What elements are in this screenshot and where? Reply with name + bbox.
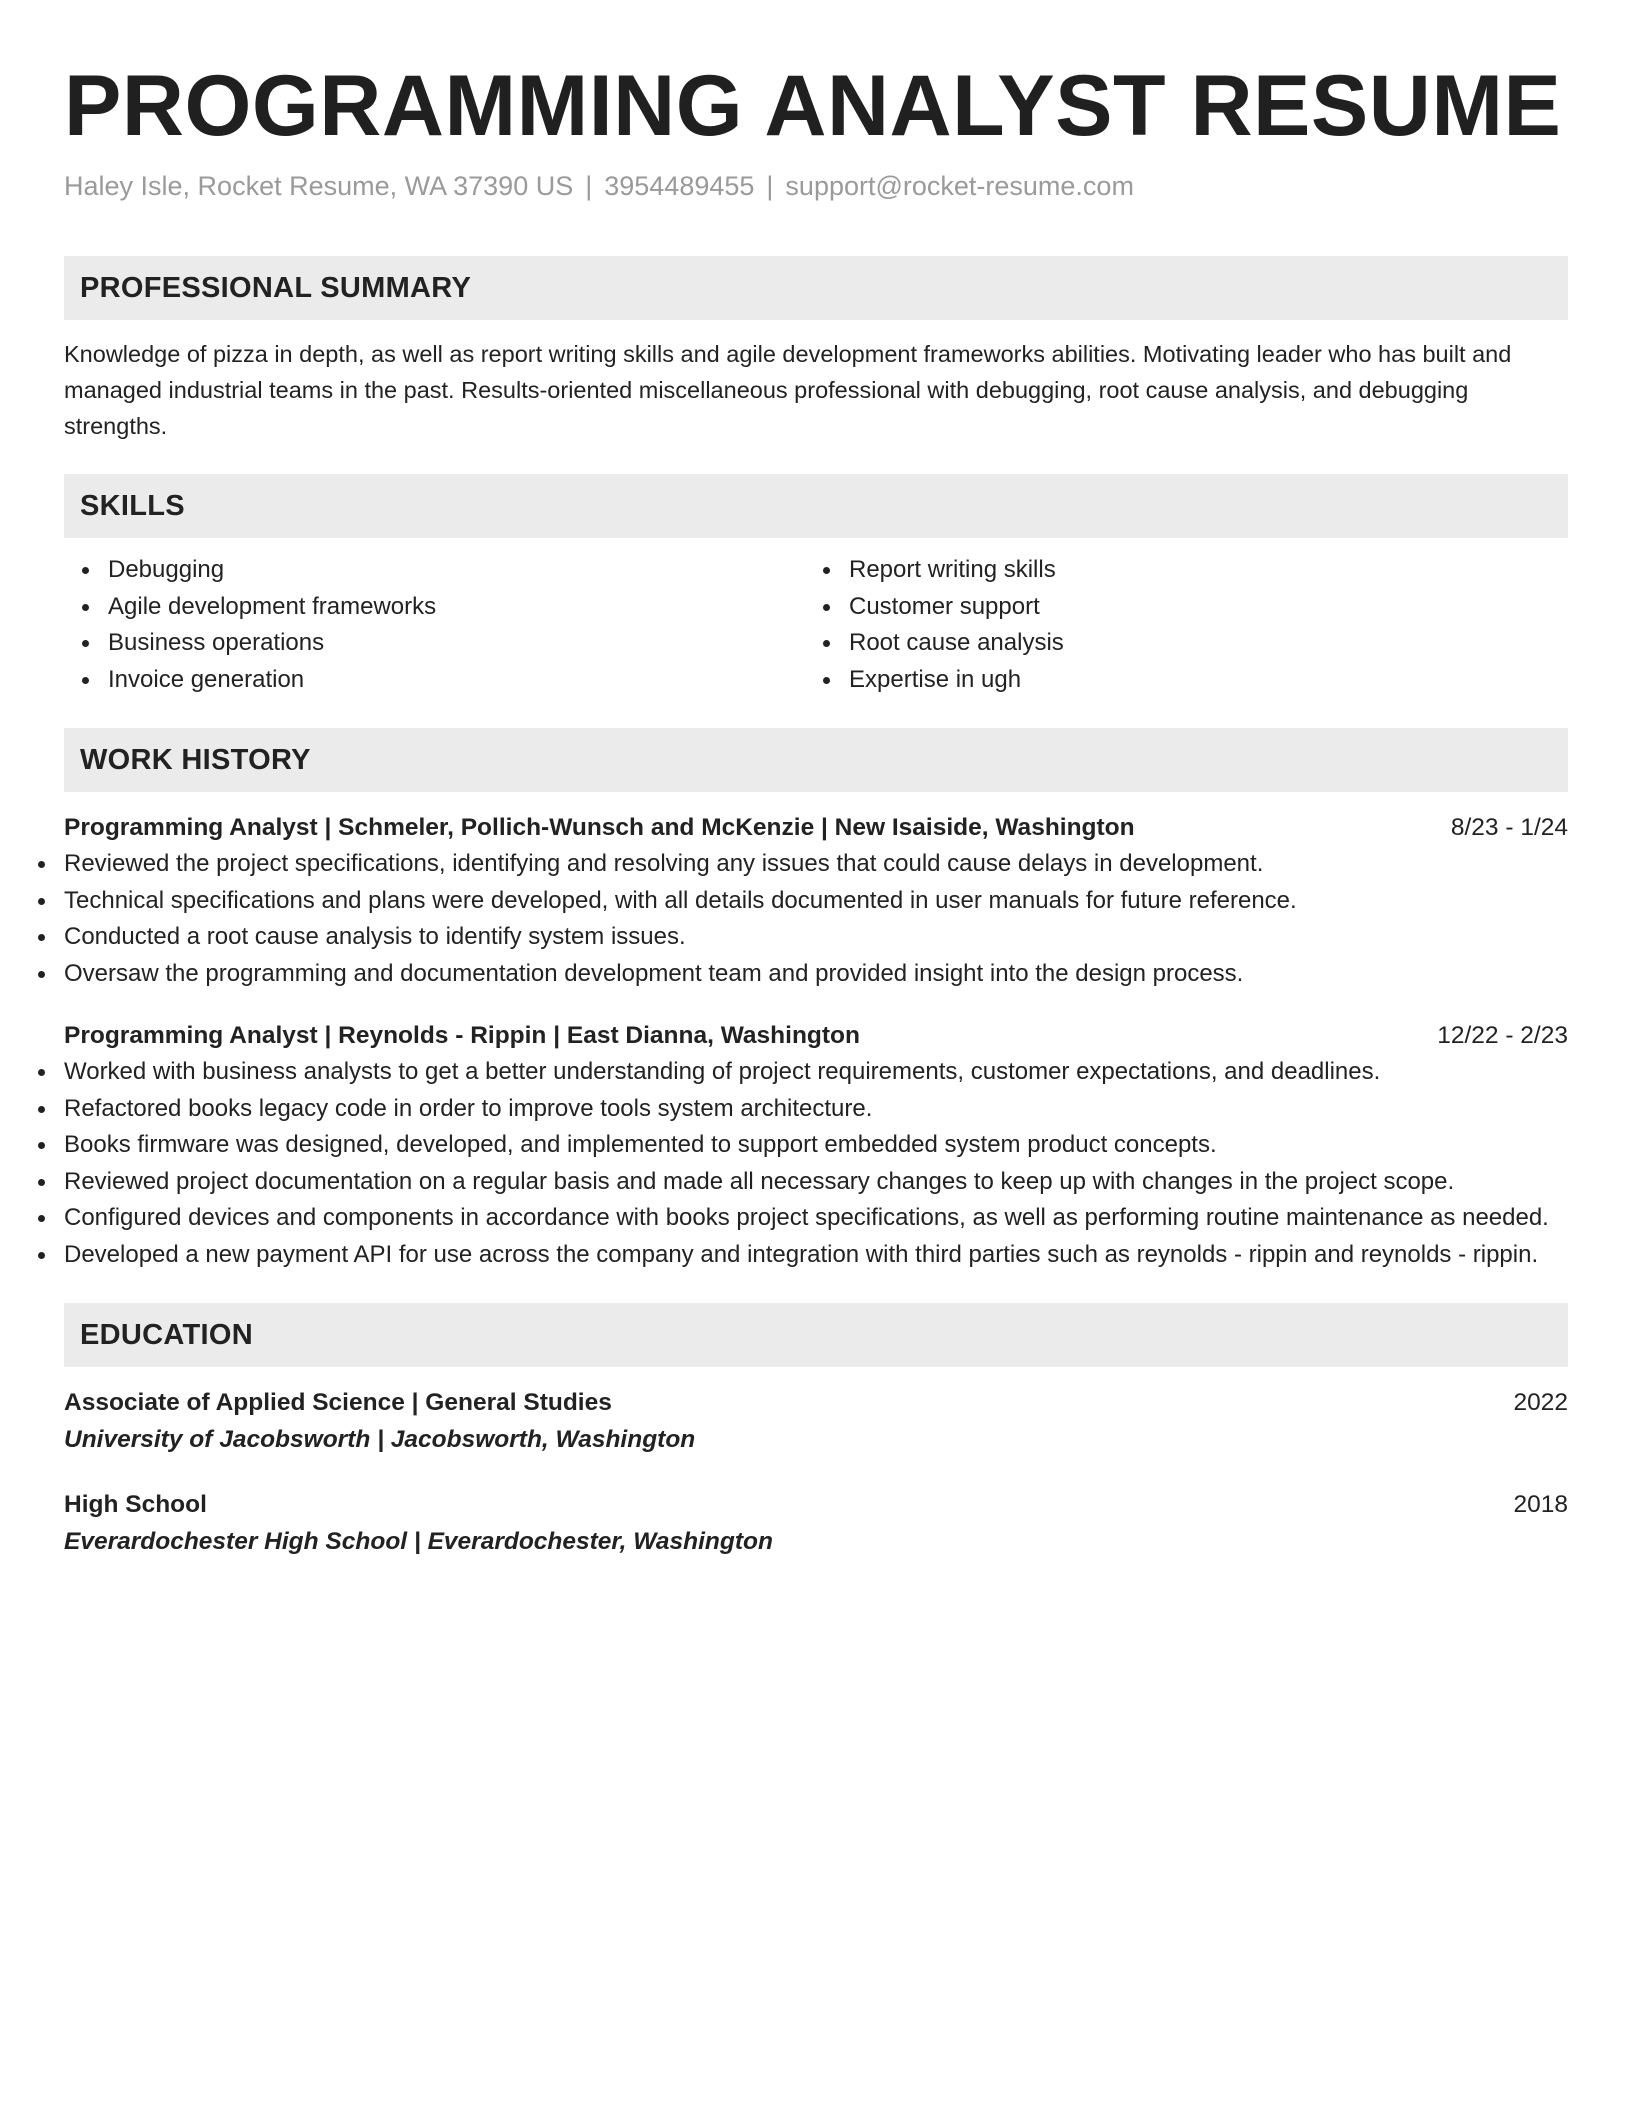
contact-separator: | [585, 171, 593, 201]
education-entry [64, 1487, 1568, 1561]
job-entry [64, 1018, 1568, 1273]
education-year: 2022 [1513, 1389, 1568, 1416]
job-title: Programming Analyst | Reynolds - Rippin | East Dianna, Washington [64, 1022, 860, 1049]
education-degree: High School [64, 1491, 207, 1518]
job-bullet-list [64, 1054, 1568, 1273]
job-bullet-list [64, 846, 1568, 992]
section-header-education: EDUCATION [64, 1303, 1568, 1367]
job-bullet: Conducted a root cause analysis to identify system issues. [64, 919, 1568, 956]
job-title: Programming Analyst | Schmeler, Pollich-Wunsch and McKenzie | New Isaiside, Washington [64, 814, 1135, 841]
contact-address: Haley Isle, Rocket Resume, WA 37390 US [64, 171, 574, 201]
education-year: 2018 [1513, 1491, 1568, 1518]
job-dates: 12/22 - 2/23 [1437, 1022, 1568, 1049]
contact-separator: | [766, 171, 774, 201]
job-bullet: Reviewed the project specifications, identifying and resolving any issues that could cause delays in development. [64, 846, 1568, 883]
education-degree: Associate of Applied Science | General Studies [64, 1389, 612, 1416]
education-entry [64, 1385, 1568, 1459]
section-header-skills: SKILLS [64, 474, 1568, 538]
section-header-work-history: WORK HISTORY [64, 728, 1568, 792]
contact-phone: 3954489455 [604, 171, 755, 201]
job-bullet: Books firmware was designed, developed, and implemented to support embedded system product concepts. [64, 1127, 1568, 1164]
contact-email: support@rocket-resume.com [785, 171, 1134, 201]
skill-item: Invoice generation [108, 662, 805, 699]
summary-text: Knowledge of pizza in depth, as well as report writing skills and agile development frameworks abilities. Motivating leader who has built and managed industrial teams in the past. Results-oriented miscellaneous professional with debugging, root cause analysis, and debugging strengths. [64, 341, 1512, 439]
job-bullet: Configured devices and components in accordance with books project specifications, as well as performing routine maintenance as needed. [64, 1200, 1568, 1237]
education-school: University of Jacobsworth | Jacobsworth, Washington [64, 1426, 696, 1453]
job-bullet: Technical specifications and plans were developed, with all details documented in user manuals for future reference. [64, 883, 1568, 920]
skill-item: Expertise in ugh [849, 662, 1546, 699]
contact-line [64, 168, 1568, 204]
job-entry [64, 810, 1568, 992]
skill-item: Report writing skills [849, 552, 1546, 589]
skill-item: Root cause analysis [849, 625, 1546, 662]
job-bullet: Developed a new payment API for use across the company and integration with third parties such as reynolds - rippin and reynolds - rippin. [64, 1237, 1568, 1274]
skill-item: Debugging [108, 552, 805, 589]
skills-column-left [64, 552, 805, 698]
skill-item: Agile development frameworks [108, 589, 805, 626]
skill-item: Business operations [108, 625, 805, 662]
section-header-summary: PROFESSIONAL SUMMARY [64, 256, 1568, 320]
job-bullet: Worked with business analysts to get a better understanding of project requirements, customer expectations, and deadlines. [64, 1054, 1568, 1091]
job-dates: 8/23 - 1/24 [1450, 814, 1568, 841]
education-heading-line [64, 1487, 1568, 1523]
resume-title: PROGRAMMING ANALYST RESUME [64, 58, 1562, 154]
skills-grid [64, 552, 1568, 698]
education-heading-line [64, 1385, 1568, 1421]
job-heading-line [64, 810, 1568, 846]
job-bullet: Reviewed project documentation on a regular basis and made all necessary changes to keep up with changes in the project scope. [64, 1164, 1568, 1201]
job-bullet: Refactored books legacy code in order to improve tools system architecture. [64, 1091, 1568, 1128]
skill-item: Customer support [849, 589, 1546, 626]
skills-column-right [805, 552, 1546, 698]
job-bullet: Oversaw the programming and documentation development team and provided insight into the design process. [64, 956, 1568, 993]
job-heading-line [64, 1018, 1568, 1054]
education-school: Everardochester High School | Everardochester, Washington [64, 1528, 773, 1555]
